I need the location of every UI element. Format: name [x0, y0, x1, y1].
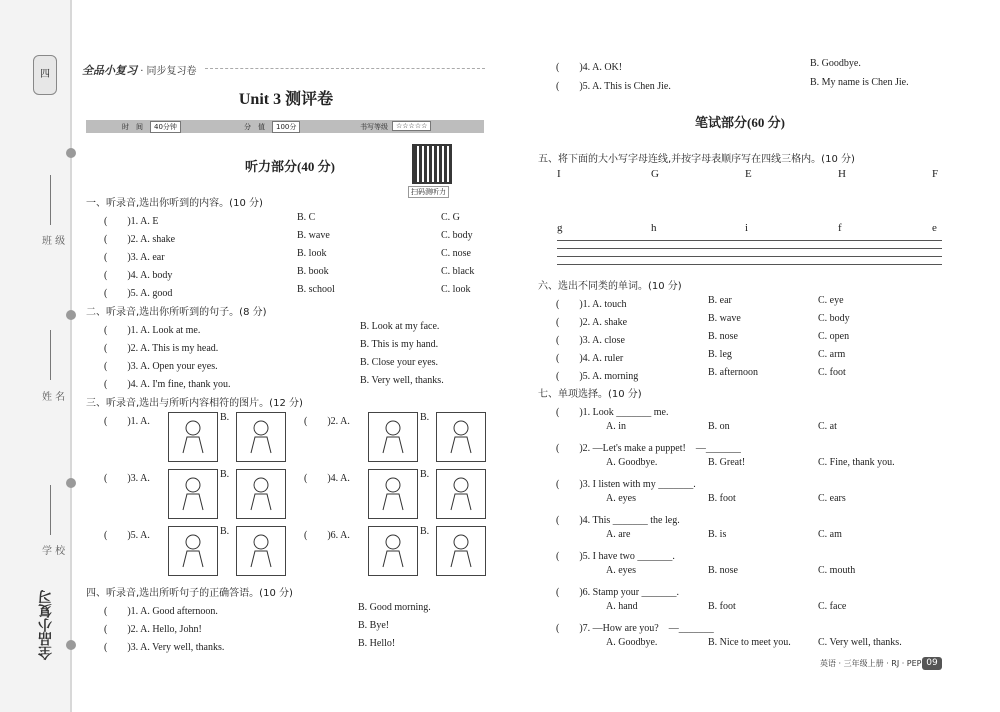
question-stem: ( )1. Look _______ me.: [556, 407, 669, 418]
section-heading: 二、听录音,选出你所听到的句子。(8 分): [86, 307, 267, 318]
option-b: B. Good morning.: [358, 602, 431, 613]
picture-question: ( )1. A.: [104, 416, 150, 427]
picture-option-b-label: B.: [220, 469, 230, 480]
question-stem: ( )4. A. ruler: [556, 353, 624, 364]
question-stem: ( )3. A. Open your eyes.: [104, 361, 218, 372]
sidebar-logo: 全品小复习: [38, 590, 54, 660]
picture-option-a: [168, 526, 218, 576]
question-stem: ( )4. A. OK!: [556, 62, 623, 73]
option-c: C. black: [441, 266, 475, 277]
picture-option-b-label: B.: [420, 412, 430, 423]
option-b: B. wave: [708, 313, 741, 324]
question-stem: ( )6. Stamp your _______.: [556, 587, 680, 598]
lowercase-letter: e: [932, 222, 937, 234]
option-b: B. This is my hand.: [360, 339, 439, 350]
option-b: B. Close your eyes.: [360, 357, 439, 368]
option-c: C. G: [441, 212, 460, 223]
option-b: B. Nice to meet you.: [708, 637, 791, 648]
question-stem: ( )5. A. morning: [556, 371, 639, 382]
picture-option-a: [168, 412, 218, 462]
lowercase-letter: h: [651, 222, 657, 234]
question-stem: ( )5. A. good: [104, 288, 173, 299]
lowercase-letter: f: [838, 222, 842, 234]
label-class: 班 级: [42, 236, 66, 247]
question-stem: ( )1. A. Look at me.: [104, 325, 201, 336]
question-stem: ( )2. —Let's make a puppet! —_______: [556, 443, 741, 454]
option-c: C. look: [441, 284, 471, 295]
option-b: B. My name is Chen Jie.: [810, 77, 909, 88]
option-b: B. ear: [708, 295, 732, 306]
picture-option-b: [236, 526, 286, 576]
option-a: A. are: [606, 529, 631, 540]
section-heading: 六、选出不同类的单词。(10 分): [538, 281, 682, 292]
option-b: B. wave: [297, 230, 330, 241]
picture-question: ( )5. A.: [104, 530, 150, 541]
option-c: C. ears: [818, 493, 846, 504]
section-heading: 三、听录音,选出与所听内容相符的图片。(12 分): [86, 398, 303, 409]
option-c: C. Fine, thank you.: [818, 457, 895, 468]
option-b: B. Great!: [708, 457, 746, 468]
score-label: 分 值: [244, 123, 265, 131]
question-stem: ( )2. A. Hello, John!: [104, 624, 202, 635]
option-c: C. at: [818, 421, 837, 432]
option-c: C. open: [818, 331, 850, 342]
option-c: C. am: [818, 529, 842, 540]
option-c: C. body: [818, 313, 850, 324]
picture-question: ( )6. A.: [304, 530, 350, 541]
picture-option-b: [236, 469, 286, 519]
lowercase-letter: g: [557, 222, 563, 234]
qr-code[interactable]: [412, 144, 452, 184]
uppercase-letter: I: [557, 168, 561, 180]
option-b: B. Goodbye.: [810, 58, 861, 69]
series-name: · 同步复习卷: [140, 66, 197, 77]
time-value: 40分钟: [150, 121, 181, 133]
option-b: B. leg: [708, 349, 732, 360]
page-title: Unit 3 测评卷: [238, 91, 334, 108]
question-stem: ( )5. I have two _______.: [556, 551, 675, 562]
option-a: A. in: [606, 421, 626, 432]
question-stem: ( )3. A. close: [556, 335, 625, 346]
info-bar: [86, 120, 484, 133]
option-c: C. arm: [818, 349, 846, 360]
option-c: C. body: [441, 230, 473, 241]
uppercase-letter: F: [932, 168, 939, 180]
picture-option-b-label: B.: [420, 526, 430, 537]
picture-option-a: [368, 526, 418, 576]
question-stem: ( )1. A. touch: [556, 299, 627, 310]
option-b: B. C: [297, 212, 316, 223]
option-b: B. nose: [708, 331, 738, 342]
question-stem: ( )2. A. shake: [556, 317, 628, 328]
page-number: 09: [922, 657, 942, 670]
option-c: C. face: [818, 601, 847, 612]
picture-option-a: [168, 469, 218, 519]
grade-label: 书写等级: [360, 123, 388, 131]
brand-logo: 全品小复习: [82, 64, 137, 77]
option-c: C. eye: [818, 295, 844, 306]
binding-line: [70, 0, 72, 712]
listening-title: 听力部分(40 分): [245, 159, 335, 174]
option-c: C. mouth: [818, 565, 856, 576]
time-label: 时 间: [122, 123, 143, 131]
score-value: 100分: [272, 121, 300, 133]
option-b: B. Hello!: [358, 638, 396, 649]
unit-badge: 四: [33, 55, 57, 95]
option-a: A. hand: [606, 601, 638, 612]
qr-label: 扫码测听力: [408, 186, 449, 198]
question-stem: ( )2. A. shake: [104, 234, 176, 245]
header-divider: [205, 68, 485, 69]
question-stem: ( )4. A. body: [104, 270, 173, 281]
option-c: C. nose: [441, 248, 471, 259]
picture-option-b: [436, 412, 486, 462]
picture-option-a: [368, 469, 418, 519]
option-a: A. Goodbye.: [606, 457, 658, 468]
question-stem: ( )1. A. Good afternoon.: [104, 606, 218, 617]
punch-hole: [66, 640, 76, 650]
question-stem: ( )7. —How are you? —_______: [556, 623, 714, 634]
uppercase-letter: H: [838, 168, 846, 180]
uppercase-letter: E: [745, 168, 752, 180]
section-heading: 四、听录音,选出所听句子的正确答语。(10 分): [86, 588, 293, 599]
label-school: 学 校: [42, 546, 66, 557]
option-c: C. foot: [818, 367, 846, 378]
option-a: A. eyes: [606, 493, 636, 504]
option-b: B. Bye!: [358, 620, 390, 631]
picture-option-b: [436, 526, 486, 576]
option-b: B. afternoon: [708, 367, 758, 378]
option-b: B. Look at my face.: [360, 321, 440, 332]
picture-option-b-label: B.: [220, 412, 230, 423]
picture-option-b-label: B.: [420, 469, 430, 480]
picture-option-b: [436, 469, 486, 519]
label-name: 姓 名: [42, 392, 66, 403]
question-stem: ( )3. A. Very well, thanks.: [104, 642, 225, 653]
section-heading: 七、单项选择。(10 分): [538, 389, 642, 400]
option-a: A. eyes: [606, 565, 636, 576]
option-b: B. look: [297, 248, 327, 259]
section-heading: 一、听录音,选出你听到的内容。(10 分): [86, 198, 263, 209]
option-b: B. is: [708, 529, 727, 540]
grade-stars: ☆☆☆☆☆: [392, 121, 431, 131]
picture-option-a: [368, 412, 418, 462]
series-header: [82, 62, 197, 78]
question-stem: ( )4. A. I'm fine, thank you.: [104, 379, 231, 390]
question-stem: ( )1. A. E: [104, 216, 159, 227]
question-stem: ( )4. This _______ the leg.: [556, 515, 680, 526]
option-b: B. Very well, thanks.: [360, 375, 444, 386]
question-stem: ( )3. I listen with my _______.: [556, 479, 696, 490]
punch-hole: [66, 478, 76, 488]
lowercase-letter: i: [745, 222, 749, 234]
option-a: A. Goodbye.: [606, 637, 658, 648]
picture-question: ( )2. A.: [304, 416, 350, 427]
question-stem: ( )3. A. ear: [104, 252, 165, 263]
uppercase-letter: G: [651, 168, 659, 180]
option-b: B. foot: [708, 493, 736, 504]
picture-question: ( )4. A.: [304, 473, 350, 484]
picture-option-b-label: B.: [220, 526, 230, 537]
option-b: B. on: [708, 421, 730, 432]
fill-line-name: [50, 330, 51, 380]
section-heading: 五、将下面的大小写字母连线,并按字母表顺序写在四线三格内。(10 分): [538, 154, 855, 165]
footer-text: 英语 · 三年级上册 · RJ · PEP: [820, 659, 922, 668]
punch-hole: [66, 310, 76, 320]
four-line-grid: [557, 240, 942, 272]
punch-hole: [66, 148, 76, 158]
option-b: B. nose: [708, 565, 738, 576]
fill-line-school: [50, 485, 51, 535]
option-b: B. book: [297, 266, 329, 277]
written-title: 笔试部分(60 分): [695, 115, 785, 130]
question-stem: ( )2. A. This is my head.: [104, 343, 219, 354]
option-b: B. foot: [708, 601, 736, 612]
question-stem: ( )5. A. This is Chen Jie.: [556, 81, 671, 92]
picture-option-b: [236, 412, 286, 462]
option-b: B. school: [297, 284, 335, 295]
picture-question: ( )3. A.: [104, 473, 150, 484]
fill-line-class: [50, 175, 51, 225]
option-c: C. Very well, thanks.: [818, 637, 902, 648]
